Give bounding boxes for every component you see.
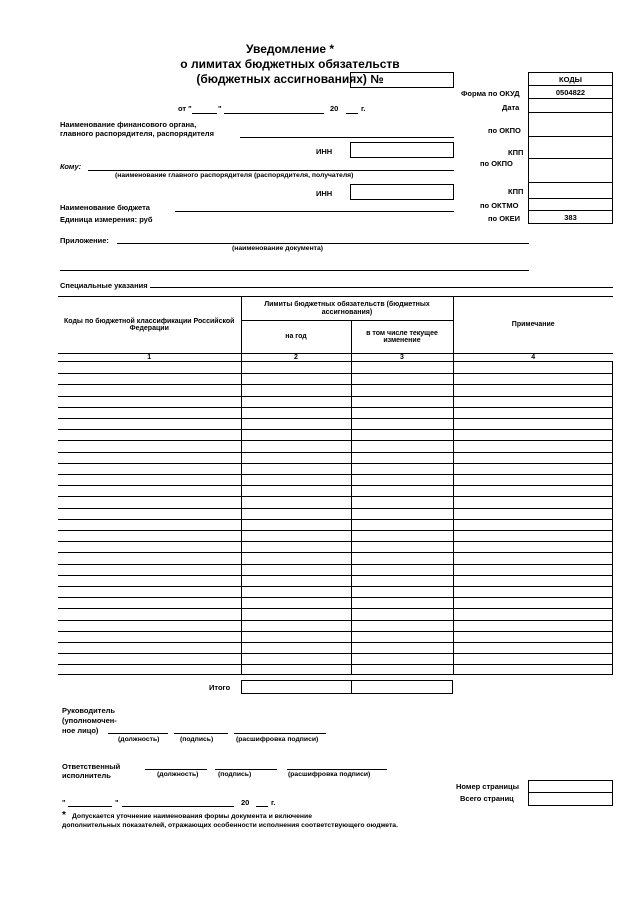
footer-year: 20 xyxy=(241,798,250,807)
fin-organ-line[interactable] xyxy=(240,137,454,138)
okpo2-label: по ОКПО xyxy=(480,159,513,168)
resp-signature-line[interactable] xyxy=(215,769,277,770)
table-row[interactable] xyxy=(58,440,612,441)
appendix-caption: (наименование документа) xyxy=(232,245,324,252)
oktmo-code-cell[interactable] xyxy=(529,199,612,211)
okud-label: Форма по ОКУД xyxy=(461,89,520,98)
footer-quote-close: " xyxy=(115,798,119,807)
table-row[interactable] xyxy=(58,597,612,598)
date-day-line[interactable] xyxy=(192,113,217,114)
appendix-line2[interactable] xyxy=(60,270,529,271)
col1-num: 1 xyxy=(58,354,241,362)
komu-line[interactable] xyxy=(88,170,454,171)
date-year-prefix: 20 xyxy=(330,104,339,113)
resp-decode-line[interactable] xyxy=(287,769,387,770)
document-title-line2: о лимитах бюджетных обязательств xyxy=(180,57,400,71)
resp-label2: исполнитель xyxy=(62,771,111,780)
notice-number-field[interactable] xyxy=(350,72,454,88)
head-decode-line[interactable] xyxy=(234,733,326,734)
footer-month-line[interactable] xyxy=(122,806,234,807)
unit-label: Единица измерения: руб xyxy=(60,215,153,224)
inn1-field[interactable] xyxy=(350,142,454,158)
kpp1-label: КПП xyxy=(508,148,524,157)
pages-total-label: Всего страниц xyxy=(460,794,514,803)
resp-signature-caption: (подпись) xyxy=(218,771,252,778)
total-label: Итого xyxy=(209,683,231,692)
okei-label: по ОКЕИ xyxy=(488,214,520,223)
table-row[interactable] xyxy=(58,474,612,475)
footer-quote-open: " xyxy=(62,798,66,807)
date-from-label: от " xyxy=(178,104,192,113)
head-position-caption: (должность) xyxy=(118,736,160,743)
head-label3: ное лицо) xyxy=(62,726,99,735)
okei-code: 383 xyxy=(564,212,577,222)
kpp2-label: КПП xyxy=(508,187,524,196)
oktmo-label: по ОКТМО xyxy=(480,201,519,210)
inn2-field[interactable] xyxy=(350,184,454,200)
table-column-divider xyxy=(351,362,352,674)
budget-line[interactable] xyxy=(175,211,454,212)
budget-label: Наименование бюджета xyxy=(60,203,150,212)
kpp1-code-cell[interactable] xyxy=(529,137,612,159)
head-signature-line[interactable] xyxy=(174,733,228,734)
col4-num: 4 xyxy=(453,354,613,362)
head-position-line[interactable] xyxy=(108,733,168,734)
date-month-line[interactable] xyxy=(224,113,324,114)
table-row[interactable] xyxy=(58,396,612,397)
head-decode-caption: (расшифровка подписи) xyxy=(236,736,319,743)
special-label: Специальные указания xyxy=(60,281,148,290)
footnote-star: * xyxy=(62,810,66,821)
footer-day-line[interactable] xyxy=(68,806,112,807)
table-row[interactable] xyxy=(58,373,612,374)
table-row[interactable] xyxy=(58,530,612,531)
kpp2-code-cell[interactable] xyxy=(529,183,612,199)
col2-num: 2 xyxy=(241,354,351,362)
table-row[interactable] xyxy=(58,541,612,542)
footnote-line2: дополнительных показателей, отражающих особенности исполнения соответствующего оюджета. xyxy=(62,822,398,829)
resp-position-line[interactable] xyxy=(145,769,207,770)
document-title-line1: Уведомление * xyxy=(245,42,334,56)
head-label1: Руководитель xyxy=(62,706,115,715)
head-label2: (уполномочен- xyxy=(62,716,117,725)
resp-label1: Ответственный xyxy=(62,762,121,771)
appendix-label: Приложение: xyxy=(60,236,109,245)
table-column-divider xyxy=(453,362,454,674)
fin-organ-label: Наименование финансового органа, xyxy=(60,120,197,129)
footnote-line1: Допускается уточнение наименования формы документа и включение xyxy=(72,813,312,820)
codes-column xyxy=(528,72,613,224)
table-row[interactable] xyxy=(58,608,612,609)
table-row[interactable] xyxy=(58,519,612,520)
date-year-line[interactable] xyxy=(346,113,358,114)
table-row[interactable] xyxy=(58,508,612,509)
table-row[interactable] xyxy=(58,463,612,464)
col4-header: Примечание xyxy=(453,297,613,354)
resp-position-caption: (должность) xyxy=(157,771,199,778)
table-row[interactable] xyxy=(58,586,612,587)
table-row[interactable] xyxy=(58,653,612,654)
codes-header: КОДЫ xyxy=(529,73,612,86)
komu-caption: (наименование главного распорядителя (распорядителя, получателя) xyxy=(115,172,354,179)
date-g: г. xyxy=(361,104,366,113)
table-row[interactable] xyxy=(58,631,612,632)
table-row[interactable] xyxy=(58,384,612,385)
table-row[interactable] xyxy=(58,620,612,621)
table-row[interactable] xyxy=(58,429,612,430)
appendix-line[interactable] xyxy=(117,243,529,244)
page-number-label: Номер страницы xyxy=(456,782,520,791)
total-box[interactable] xyxy=(241,680,453,694)
inn1-label: ИНН xyxy=(316,147,333,156)
table-row[interactable] xyxy=(58,564,612,565)
date-code-cell[interactable] xyxy=(529,99,612,113)
document-title-line3: (бюджетных ассигнованиях) № xyxy=(196,72,384,86)
table-row[interactable] xyxy=(58,664,612,665)
komu-label: Кому: xyxy=(60,162,82,171)
okpo1-code-cell[interactable] xyxy=(529,113,612,137)
col2-header: на год xyxy=(241,321,351,354)
page-boxes[interactable] xyxy=(528,780,613,806)
inn2-label: ИНН xyxy=(316,189,333,198)
fin-organ-label2: главного распорядителя, распорядителя xyxy=(60,129,214,138)
table-row[interactable] xyxy=(58,485,612,486)
head-signature-caption: (подпись) xyxy=(180,736,214,743)
table-body xyxy=(58,361,613,675)
table-row[interactable] xyxy=(58,642,612,643)
footer-year-line[interactable] xyxy=(256,806,268,807)
col3-header: в том числе текущее изменение xyxy=(351,321,453,354)
table-row[interactable] xyxy=(58,407,612,408)
col1-header: Коды по бюджетной классификации Российской Федерации xyxy=(58,297,241,354)
limits-table xyxy=(58,296,613,362)
limits-header: Лимиты бюджетных обязательств (бюджетных ассигнования) xyxy=(241,297,453,321)
table-row[interactable] xyxy=(58,575,612,576)
resp-decode-caption: (расшифровка подписи) xyxy=(288,771,371,778)
table-row[interactable] xyxy=(58,496,612,497)
table-row[interactable] xyxy=(58,418,612,419)
table-row[interactable] xyxy=(58,552,612,553)
okpo1-label: по ОКПО xyxy=(488,126,521,135)
date-label: Дата xyxy=(502,103,520,112)
footer-g: г. xyxy=(271,798,276,807)
date-quote: " xyxy=(218,104,222,113)
okpo2-code-cell[interactable] xyxy=(529,159,612,183)
col3-num: 3 xyxy=(351,354,453,362)
okud-code: 0504822 xyxy=(529,86,612,99)
table-column-divider xyxy=(241,362,242,674)
table-row[interactable] xyxy=(58,452,612,453)
special-line[interactable] xyxy=(150,287,613,288)
